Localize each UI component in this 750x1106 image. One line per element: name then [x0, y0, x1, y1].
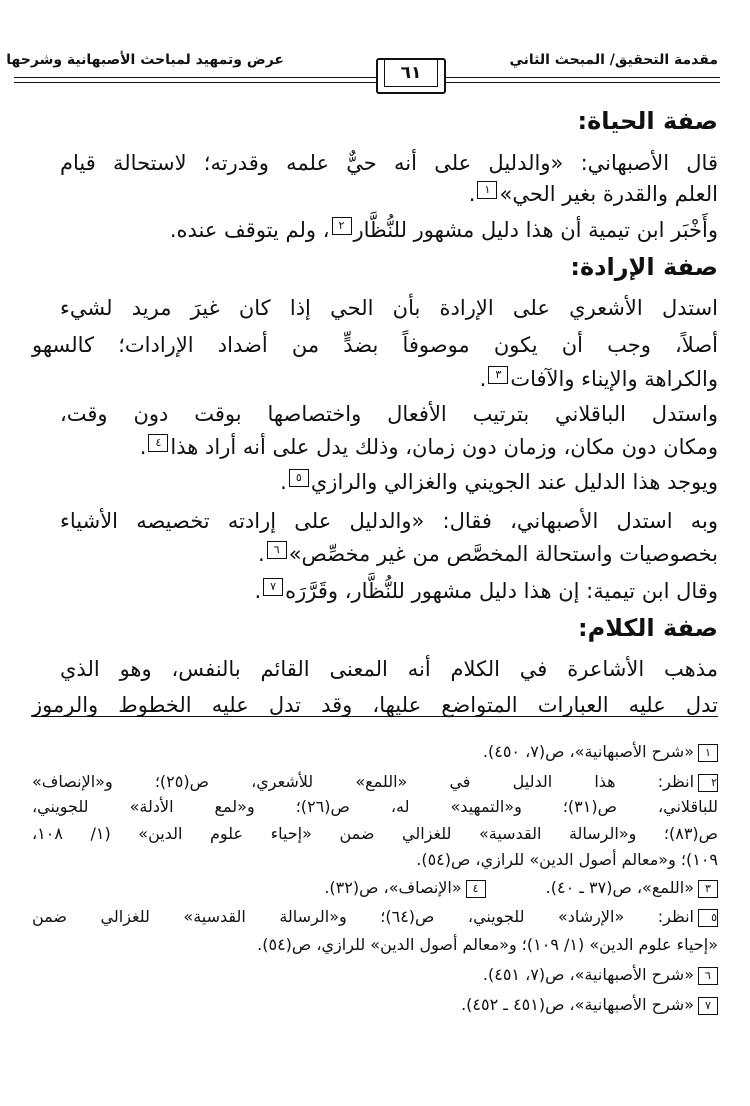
header-book-title: عرض وتمهيد لمباحث الأصبهانية وشرحها [6, 52, 284, 68]
paragraph-line: وقال ابن تيمية: إن هذا دليل مشهور للنُّظَّار، وقَرَّرَه٧. [254, 579, 718, 603]
paragraph-line: ويوجد هذا الدليل عند الجويني والغزالي والرازي٥. [280, 470, 718, 494]
footnote-1: ١«شرح الأصبهانية»، ص(٧، ٤٥٠). [32, 740, 718, 764]
paragraph-line: استدل الأشعري على الإرادة بأن الحي إذا كان غيرَ مريد لشيء [60, 296, 718, 320]
footnote-3-4: ٣«اللمع»، ص(٣٧ ـ ٤٠).٤«الإنصاف»، ص(٣٢). [32, 876, 718, 900]
footnote-6: ٦«شرح الأصبهانية»، ص(٧، ٤٥١). [32, 963, 718, 987]
section-heading-will: صفة الإرادة: [570, 253, 718, 281]
footnote-2-line: ص(٨٣)؛ و«الرسالة القدسية» للغزالي ضمن «إحياء علوم الدين» (١/ ١٠٨، [32, 824, 718, 843]
footnote-number: ٤ [466, 880, 486, 898]
footnote-ref[interactable]: ٦ [267, 541, 287, 559]
paragraph-line: مذهب الأشاعرة في الكلام أنه المعنى القائم بالنفس، وهو الذي [60, 657, 718, 681]
paragraph-line: قال الأصبهاني: «والدليل على أنه حيٌّ علمه وقدرته؛ لاستحالة قيام [60, 151, 718, 175]
footnote-number: ١ [698, 744, 718, 762]
footnote-2-line: للباقلاني، ص(٣١)؛ و«التمهيد» له، ص(٢٦)؛ و«لمع الأدلة» للجويني، [32, 797, 718, 816]
header-chapter-title: مقدمة التحقيق/ المبحث الثاني [509, 52, 718, 68]
footnote-ref[interactable]: ٥ [289, 469, 309, 487]
footnote-number: ٥ [698, 909, 718, 927]
header-rule [14, 77, 720, 78]
paragraph-line: ومكان دون مكان، وزمان دون زمان، وذلك يدل على أنه أراد هذا٤. [139, 435, 718, 459]
paragraph-line: تدل عليه العبارات المتواضع عليها، وقد تدل عليه الخطوط والرموز [32, 693, 718, 717]
paragraph-line: أصلاً، وجب أن يكون موصوفاً بضدٍّ من أضداد الإرادات؛ كالسهو [32, 333, 718, 357]
footnote-ref[interactable]: ٤ [148, 434, 168, 452]
footnote-number: ٦ [698, 967, 718, 985]
page-number-box [376, 58, 446, 94]
paragraph-line: وأَخْبَر ابن تيمية أن هذا دليل مشهور للنُّظَّار٢، ولم يتوقف عنده. [169, 218, 718, 242]
footnote-ref[interactable]: ٢ [332, 217, 352, 235]
footnote-5-line: «إحياء علوم الدين» (١/ ١٠٩)؛ و«معالم أصول الدين» للرازي، ص(٥٤). [257, 935, 718, 954]
footnote-number: ٣ [698, 880, 718, 898]
paragraph-line: والكراهة والإيناء والآفات٣. [479, 367, 718, 391]
footnote-2-line: ١٠٩)؛ و«معالم أصول الدين» للرازي، ص(٥٤). [416, 850, 718, 869]
paragraph-line: واستدل الباقلاني بترتيب الأفعال واختصاصها بوقت دون وقت، [60, 402, 718, 426]
page-number: ٦١ [384, 60, 438, 87]
section-heading-life: صفة الحياة: [577, 107, 718, 135]
header-rule-thin [14, 82, 720, 83]
paragraph-line: وبه استدل الأصبهاني، فقال: «والدليل على إرادته تخصيصه الأشياء [60, 509, 718, 533]
footnote-ref[interactable]: ٧ [263, 578, 283, 596]
footnote-number: ٧ [698, 997, 718, 1015]
footnote-ref[interactable]: ٣ [488, 366, 508, 384]
footnote-separator [32, 716, 718, 717]
footnote-number: ٢ [698, 774, 718, 792]
section-heading-speech: صفة الكلام: [578, 614, 718, 642]
footnote-ref[interactable]: ١ [477, 181, 497, 199]
footnote-7: ٧«شرح الأصبهانية»، ص(٤٥١ ـ ٤٥٢). [32, 993, 718, 1017]
footnote-2: ٢انظر: هذا الدليل في «اللمع» للأشعري، ص(٢٥)؛ و«الإنصاف» [32, 772, 718, 791]
footnote-5: ٥انظر: «الإرشاد» للجويني، ص(٦٤)؛ و«الرسالة القدسية» للغزالي ضمن [32, 907, 718, 926]
paragraph-line: بخصوصيات واستحالة المخصَّص من غير مخصِّص»٦. [258, 542, 718, 566]
paragraph-line: العلم والقدرة بغير الحي»١. [468, 182, 718, 206]
